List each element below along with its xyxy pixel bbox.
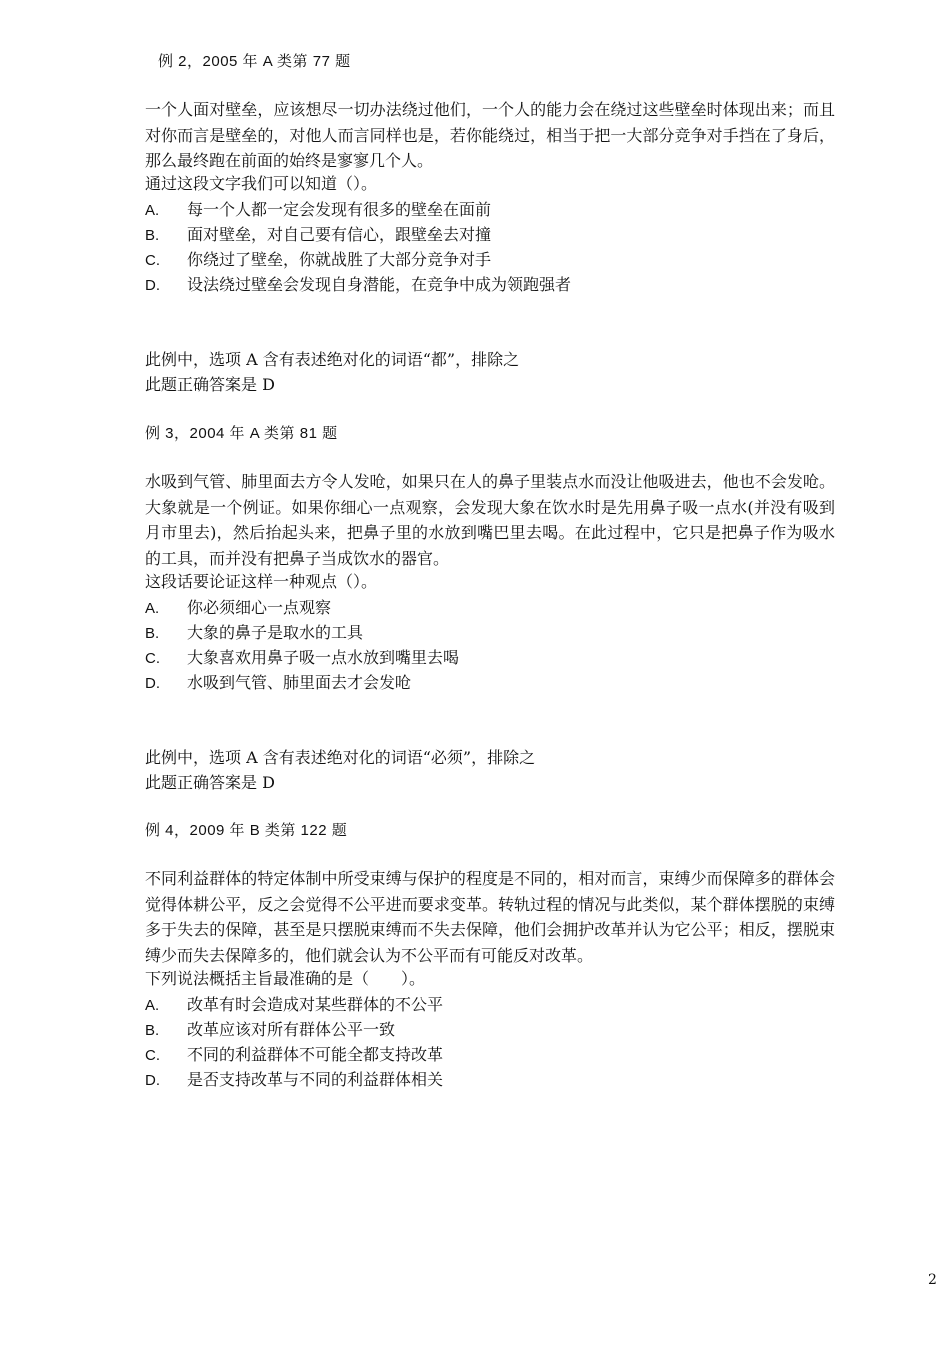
option-letter: C. (145, 650, 160, 667)
example-3-question: 这段话要论证这样一种观点（）。 (145, 572, 378, 591)
option-letter: D. (145, 277, 160, 294)
example-3-option-a (145, 598, 331, 619)
option-text: 你必须细心一点观察 (187, 598, 332, 617)
example-2-analysis: 此例中，选项 A 含有表述绝对化的词语“都”，排除之 (145, 350, 520, 369)
example-2-option-b (145, 225, 491, 246)
example-2-heading: 例 2，2005 年 A 类第 77 题 (158, 53, 351, 70)
option-text: 是否支持改革与不同的利益群体相关 (187, 1070, 444, 1089)
option-text: 改革应该对所有群体公平一致 (187, 1020, 396, 1039)
option-letter: C. (145, 1047, 160, 1064)
example-3-heading: 例 3，2004 年 A 类第 81 题 (145, 425, 338, 442)
example-4-question: 下列说法概括主旨最准确的是（ ）。 (145, 969, 426, 988)
example-2-passage: 一个人面对壁垒，应该想尽一切办法绕过他们，一个人的能力会在绕过这些壁垒时体现出来；而且对你而言是壁垒的，对他人而言同样也是，若你能绕过，相当于把一大部分竞争对手挡在了身后，那么最终跑在前面的始终是寥寥几个人。 (145, 100, 835, 170)
example-2-option-c (145, 250, 491, 271)
example-2-option-a (145, 200, 491, 221)
example-3-passage: 水吸到气管、肺里面去方令人发呛，如果只在人的鼻子里装点水而没让他吸进去，他也不会发呛。大象就是一个例证。如果你细心一点观察，会发现大象在饮水时是先用鼻子吸一点水(并没有吸到月市里去)，然后抬起头来，把鼻子里的水放到嘴巴里去喝。在此过程中，它只是把鼻子作为吸水的工具，而并没有把鼻子当成饮水的器官。 (145, 472, 835, 568)
example-3-analysis: 此例中，选项 A 含有表述绝对化的词语“必须”，排除之 (145, 748, 536, 767)
example-2-question: 通过这段文字我们可以知道（）。 (145, 174, 378, 193)
option-letter: A. (145, 600, 160, 617)
example-2-option-d (145, 275, 571, 296)
option-letter: A. (145, 202, 160, 219)
example-2-answer: 此题正确答案是 D (145, 375, 275, 394)
example-4-passage: 不同利益群体的特定体制中所受束缚与保护的程度是不同的，相对而言，束缚少而保障多的群体会觉得体耕公平，反之会觉得不公平进而要求变革。转轨过程的情况与此类似，某个群体摆脱的束缚多于失去的保障，甚至是只摆脱束缚而不失去保障，他们会拥护改革并认为它公平；相反，摆脱束缚少而失去保障多的，他们就会认为不公平而有可能反对改革。 (145, 869, 835, 965)
option-letter: D. (145, 1072, 160, 1089)
example-4-option-a (145, 995, 443, 1016)
option-text: 改革有时会造成对某些群体的不公平 (187, 995, 444, 1014)
option-letter: B. (145, 1022, 160, 1039)
option-text: 你绕过了壁垒，你就战胜了大部分竞争对手 (187, 250, 492, 269)
option-letter: A. (145, 997, 160, 1014)
option-text: 不同的利益群体不可能全都支持改革 (187, 1045, 444, 1064)
option-text: 设法绕过壁垒会发现自身潜能，在竞争中成为领跑强者 (187, 275, 572, 294)
example-3-option-d (145, 673, 411, 694)
example-3-option-c (145, 648, 459, 669)
page-number: 2 (928, 1272, 937, 1288)
example-4-option-d (145, 1070, 443, 1091)
option-letter: C. (145, 252, 160, 269)
option-letter: B. (145, 625, 160, 642)
example-4-option-b (145, 1020, 395, 1041)
option-text: 面对壁垒，对自己要有信心，跟壁垒去对撞 (187, 225, 492, 244)
option-text: 大象的鼻子是取水的工具 (187, 623, 364, 642)
option-text: 大象喜欢用鼻子吸一点水放到嘴里去喝 (187, 648, 460, 667)
example-4-option-c (145, 1045, 443, 1066)
option-letter: D. (145, 675, 160, 692)
option-text: 每一个人都一定会发现有很多的壁垒在面前 (187, 200, 492, 219)
option-text: 水吸到气管、肺里面去才会发呛 (187, 673, 412, 692)
option-letter: B. (145, 227, 160, 244)
example-4-heading: 例 4，2009 年 B 类第 122 题 (145, 822, 348, 839)
example-3-option-b (145, 623, 363, 644)
example-3-answer: 此题正确答案是 D (145, 773, 275, 792)
